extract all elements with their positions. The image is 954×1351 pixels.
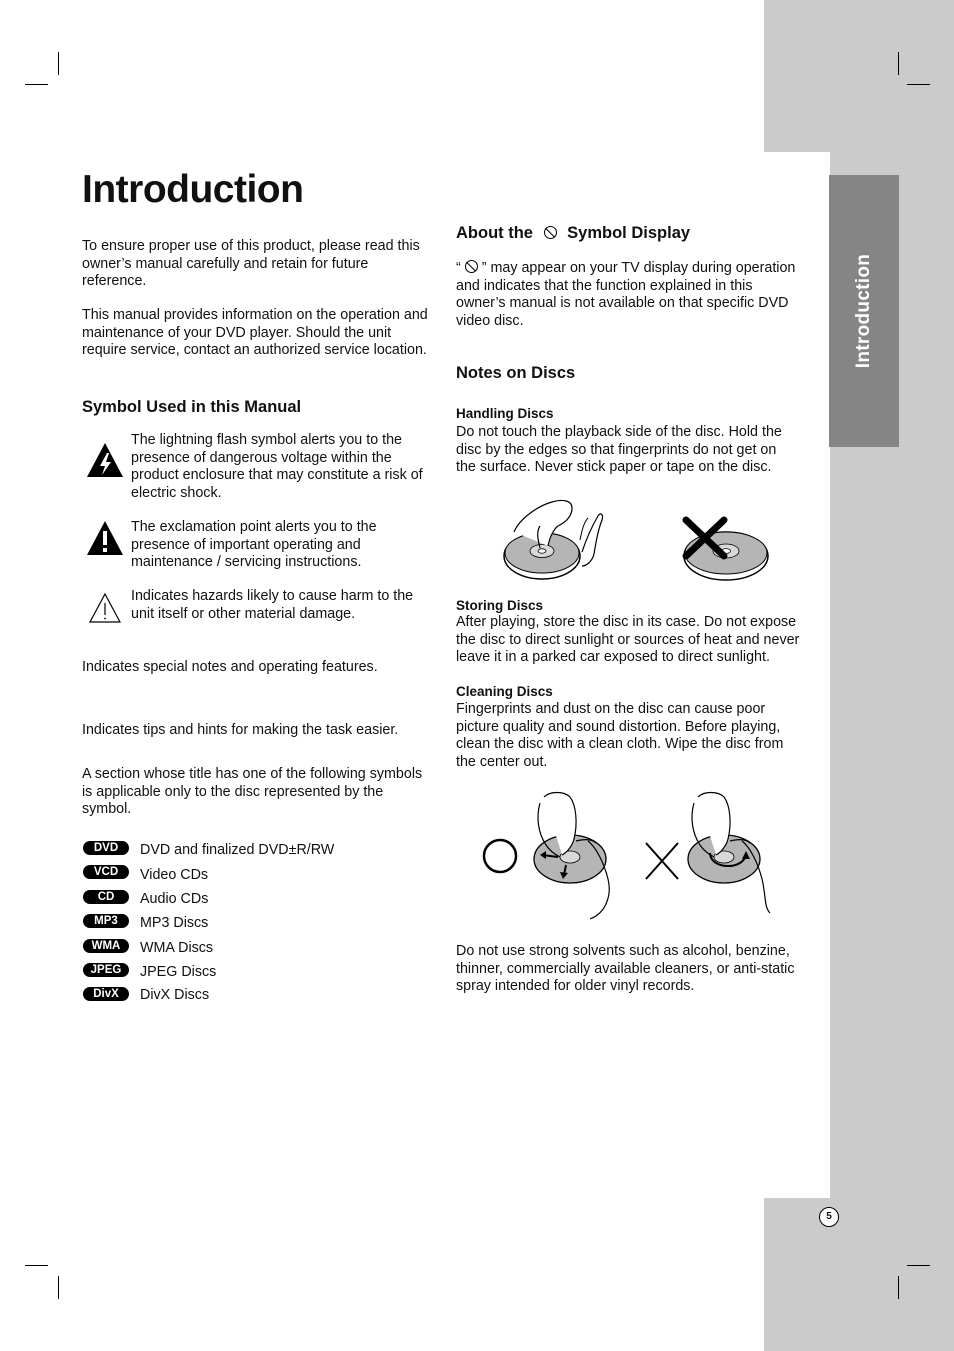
about-heading-post: Symbol Display [567, 224, 691, 242]
hazard-description: Indicates hazards likely to cause harm to the unit itself or other material damage. [131, 588, 414, 622]
vcd-badge: VCD [83, 865, 129, 879]
intro-paragraph-1: To ensure proper use of this product, please read this owner’s manual carefully and retain for future reference. [82, 238, 420, 289]
mp3-label: MP3 Discs [140, 915, 209, 931]
dvd-label: DVD and finalized DVD±R/RW [140, 842, 335, 858]
mp3-badge: MP3 [83, 914, 129, 928]
side-tab-label: Introduction [853, 253, 874, 369]
intro-paragraph-2: This manual provides information on the operation and maintenance of your DVD player. Should the unit require service, contact an authorized service location. [82, 307, 428, 358]
caution-hazard-icon [88, 592, 122, 624]
handling-body: Do not touch the playback side of the disc. Hold the disc by the edges so that fingerprints do not get on the surface. Never stick paper or tape on the disc. [456, 424, 782, 475]
open-quote: “ [456, 260, 461, 276]
prohibited-symbol-icon [544, 226, 557, 239]
wma-label: WMA Discs [140, 940, 214, 956]
page-title: Introduction [82, 168, 304, 211]
storing-heading: Storing Discs [456, 598, 544, 613]
solvents-warning: Do not use strong solvents such as alcohol, benzine, thinner, commercially available cleaners, or anti-static spray intended for older vinyl records. [456, 943, 795, 994]
correct-disc-handling-illustration [500, 496, 610, 582]
lightning-description: The lightning flash symbol alerts you to the presence of dangerous voltage within the product enclosure that may constitute a risk of electric shock. [131, 432, 423, 501]
jpeg-badge: JPEG [83, 963, 129, 977]
prohibited-symbol-inline-icon [465, 260, 478, 273]
incorrect-disc-handling-illustration [680, 512, 772, 584]
section-symbol-description: A section whose title has one of the following symbols is applicable only to the disc represented by the symbol. [82, 766, 423, 817]
divx-label: DivX Discs [140, 987, 210, 1003]
disc-cleaning-illustration [480, 783, 780, 923]
vcd-label: Video CDs [140, 867, 209, 883]
margin-band-bottom [764, 1198, 954, 1351]
about-body-text: ” may appear on your TV display during operation and indicates that the function explained in this owner’s manual is not available on that specific DVD video disc. [456, 260, 796, 329]
cleaning-heading: Cleaning Discs [456, 684, 553, 699]
storing-body: After playing, store the disc in its case. Do not expose the disc to direct sunlight or sources of heat and never leave it in a parked car exposed to direct sunlight. [456, 614, 800, 665]
about-heading-pre: About the [456, 224, 533, 242]
about-symbol-heading [456, 224, 690, 243]
section-side-tab [829, 175, 899, 447]
symbols-heading: Symbol Used in this Manual [82, 398, 302, 416]
exclamation-description: The exclamation point alerts you to the presence of important operating and maintenance / servicing instructions. [131, 519, 377, 570]
cleaning-body: Fingerprints and dust on the disc can cause poor picture quality and sound distortion. Before playing, clean the disc with a clean cloth. Wipe the disc from the center out. [456, 701, 784, 770]
cd-label: Audio CDs [140, 891, 209, 907]
lightning-warning-icon [86, 442, 124, 478]
dvd-badge: DVD [83, 841, 129, 855]
notes-symbol-description: Indicates special notes and operating features. [82, 659, 378, 675]
exclamation-warning-icon [86, 520, 124, 556]
cd-badge: CD [83, 890, 129, 904]
wma-badge: WMA [83, 939, 129, 953]
tips-symbol-description: Indicates tips and hints for making the task easier. [82, 722, 399, 738]
page-number: 5 [819, 1207, 839, 1227]
notes-heading: Notes on Discs [456, 364, 576, 382]
jpeg-label: JPEG Discs [140, 964, 217, 980]
divx-badge: DivX [83, 987, 129, 1001]
handling-heading: Handling Discs [456, 406, 554, 421]
about-symbol-body [456, 260, 801, 330]
